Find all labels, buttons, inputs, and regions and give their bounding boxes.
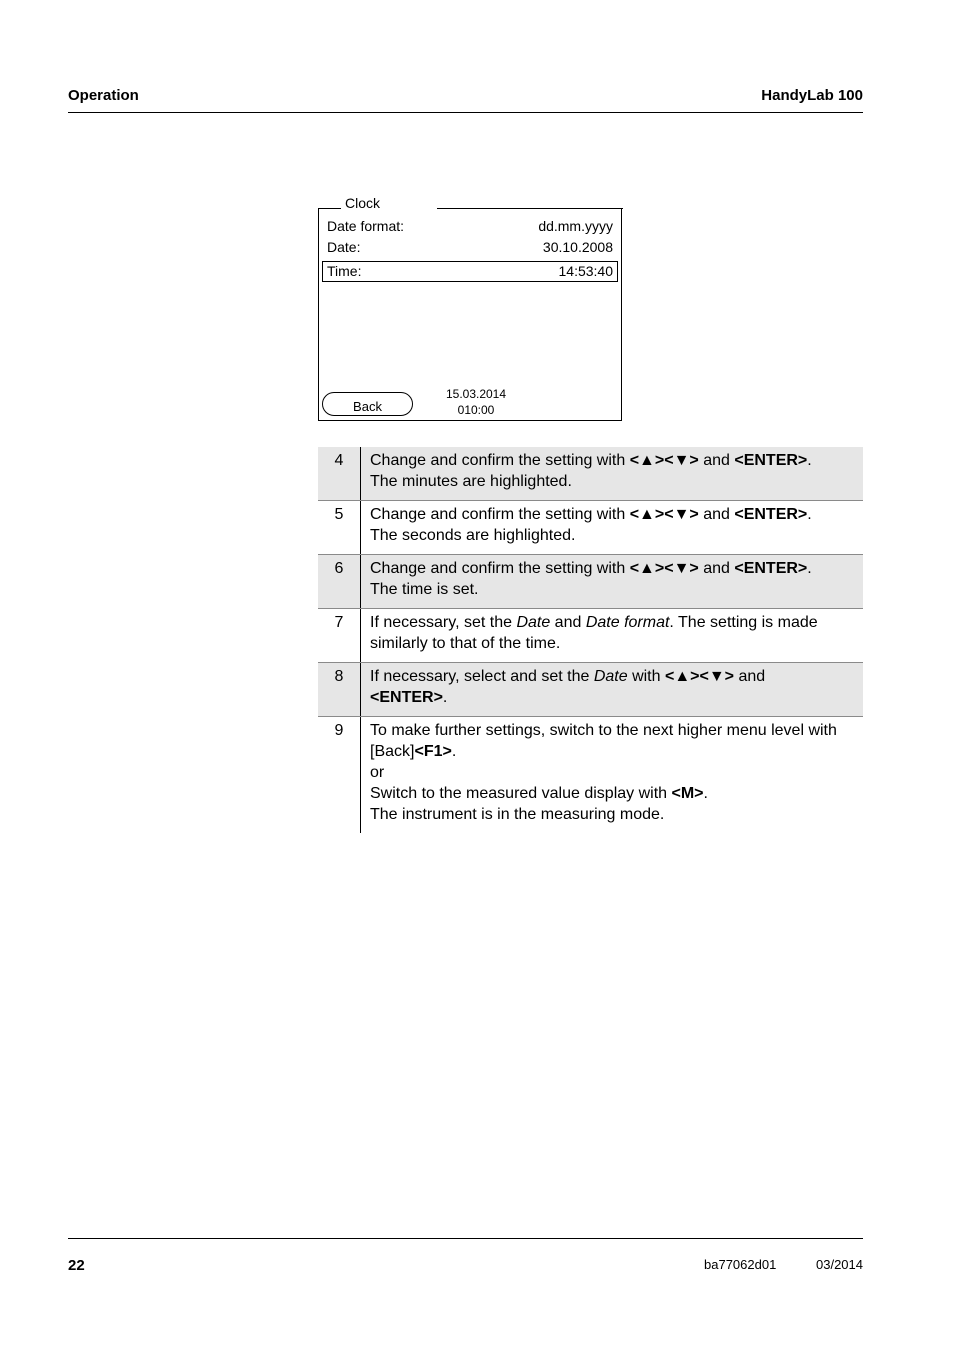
step-text: Change and confirm the setting with <▲><▼> and <ENTER>. The minutes are highlighted.: [370, 452, 812, 490]
status-stamp: [431, 386, 521, 418]
status-date: 15.03.2014: [445, 387, 507, 401]
step-number: 8: [318, 663, 361, 716]
step-number: 6: [318, 555, 361, 608]
step-text: If necessary, set the Date and Date format. The setting is made similarly to that of the time.: [370, 614, 818, 652]
step-row: [318, 717, 863, 833]
step-number: 7: [318, 609, 361, 662]
screen-title: Clock: [345, 195, 381, 211]
date-format-label: Date format:: [327, 218, 405, 234]
back-button[interactable]: Back: [322, 392, 413, 416]
step-number: 9: [318, 717, 361, 833]
step-text: Change and confirm the setting with <▲><▼> and <ENTER>. The seconds are highlighted.: [370, 506, 812, 544]
document-id: ba77062d01: [704, 1257, 777, 1272]
step-row: [318, 555, 863, 608]
header-product: HandyLab 100: [761, 87, 863, 104]
date-format-row[interactable]: [322, 217, 618, 238]
step-number: 4: [318, 447, 361, 500]
steps-table: [318, 447, 863, 833]
step-row: [318, 501, 863, 554]
document-date: 03/2014: [816, 1257, 863, 1272]
step-text: If necessary, select and set the Date with <▲><▼> and <ENTER>.: [370, 668, 766, 706]
status-time: 010:00: [457, 403, 495, 417]
date-row[interactable]: [322, 238, 618, 259]
step-text: Change and confirm the setting with <▲><▼> and <ENTER>. The time is set.: [370, 560, 812, 598]
header-rule: [68, 112, 863, 113]
step-row: [318, 609, 863, 662]
time-value: 14:53:40: [558, 263, 613, 279]
step-text: To make further settings, switch to the next higher menu level with [Back]<F1>. or Switch to the measured value display with <M>. The instrument is in the measuring mode.: [370, 722, 837, 823]
footer-rule: [68, 1238, 863, 1239]
date-label: Date:: [327, 239, 361, 255]
step-row: [318, 447, 863, 500]
clock-screen: [318, 208, 622, 421]
step-row: [318, 663, 863, 716]
header-section: Operation: [68, 87, 139, 104]
time-label: Time:: [327, 263, 362, 279]
step-number: 5: [318, 501, 361, 554]
date-value: 30.10.2008: [542, 239, 613, 255]
time-row-selected[interactable]: [322, 261, 618, 282]
date-format-value: dd.mm.yyyy: [538, 218, 613, 234]
page-number: 22: [68, 1257, 85, 1274]
